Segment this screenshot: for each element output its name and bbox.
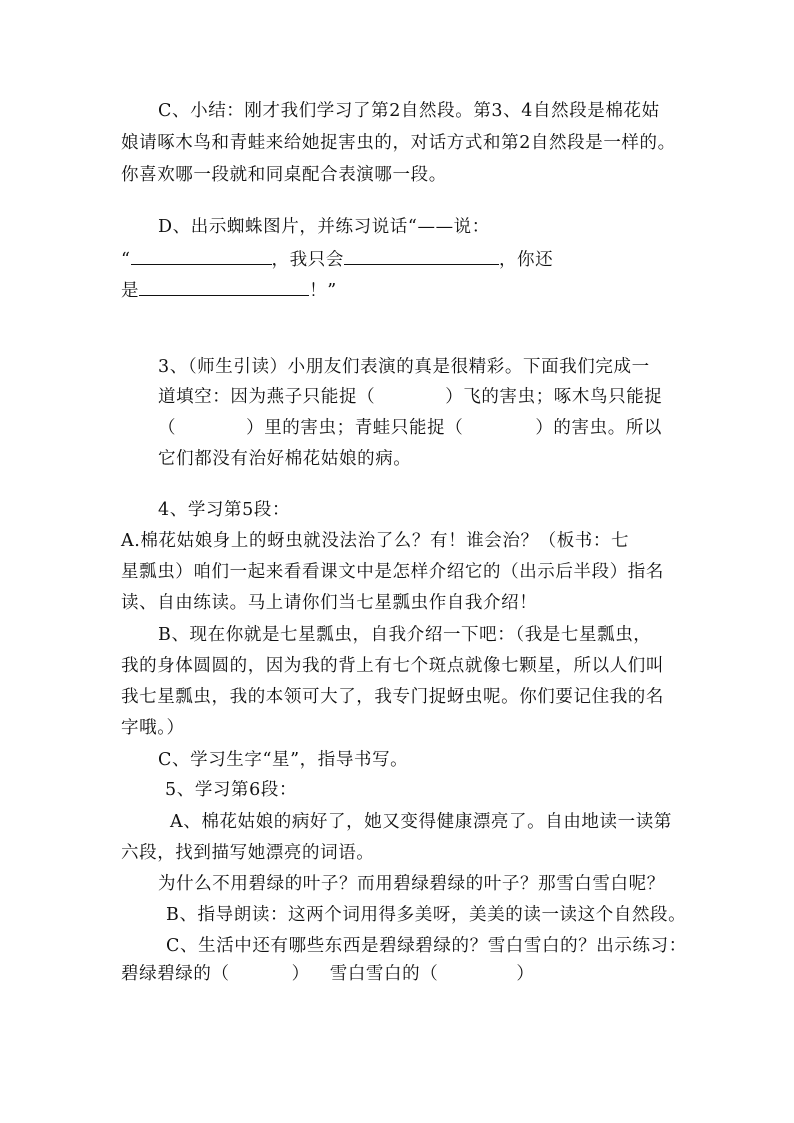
text-segment: ）飞的害虫；啄木鸟只能捉 — [445, 387, 663, 407]
section-5-a-line-1: A、棉花姑娘的病好了，她又变得健康漂亮了。自由地读一读第 — [170, 812, 672, 832]
section-d-line-1: D、出示蜘蛛图片，并练习说话“——说： — [158, 217, 490, 237]
section-4-a-line-3: 读、自由练读。马上请你们当七星瓢虫作自我介绍！ — [121, 593, 538, 613]
section-5-heading: 5、学习第6段： — [165, 780, 298, 800]
section-5-exercise — [121, 960, 534, 988]
section-d-line-2 — [121, 244, 553, 274]
section-3-line-2 — [158, 383, 662, 411]
text-segment: ）里的害虫；青蛙只能捉（ — [246, 418, 464, 438]
section-c-line-2: 娘请啄木鸟和青蛙来给她捉害虫的，对话方式和第2自然段是一样的。 — [121, 133, 676, 153]
section-3-line-1: 3、（师生引读）小朋友们表演的真是很精彩。下面我们完成一 — [158, 357, 650, 377]
open-quote: “ — [121, 250, 131, 270]
text-segment: ）的害虫。所以 — [535, 418, 663, 438]
text-segment: ，我只会 — [271, 250, 344, 270]
section-4-c-line-1: C、学习生字“星”，指导书写。 — [158, 750, 409, 770]
text-segment: 碧绿碧绿的（ — [121, 964, 230, 984]
section-3-line-4: 它们都没有治好棉花姑娘的病。 — [158, 449, 412, 469]
section-5-question: 为什么不用碧绿的叶子？而用碧绿碧绿的叶子？那雪白雪白呢？ — [158, 874, 665, 894]
section-4-b-line-2: 我的身体圆圆的，因为我的背上有七个斑点就像七颗星，所以人们叫 — [121, 656, 664, 676]
fill-blank — [139, 275, 309, 296]
text-segment: ！” — [309, 281, 337, 301]
text-segment: ） — [291, 964, 310, 984]
section-5-b-line-1: B、指导朗读：这两个词用得多美呀，美美的读一读这个自然段。 — [166, 905, 687, 925]
section-4-heading: 4、学习第5段： — [158, 500, 291, 520]
text-segment: ） — [516, 964, 535, 984]
section-c-line-3: 你喜欢哪一段就和同桌配合表演哪一段。 — [121, 165, 447, 185]
text-segment: （ — [158, 418, 177, 438]
text-segment: 是 — [121, 281, 140, 301]
section-5-c-line-1: C、生活中还有哪些东西是碧绿碧绿的？雪白雪白的？出示练习： — [166, 936, 687, 956]
text-segment: 道填空：因为燕子只能捉（ — [158, 387, 376, 407]
fill-blank — [344, 244, 499, 265]
section-4-b-line-4: 字哦。） — [121, 718, 185, 738]
section-c-line-1: C、小结：刚才我们学习了第2自然段。第3、4自然段是棉花姑 — [158, 101, 660, 121]
section-4-a-line-2: 星瓢虫）咱们一起来看看课文中是怎样介绍它的（出示后半段）指名 — [121, 562, 664, 582]
text-segment: 雪白雪白的（ — [329, 964, 439, 984]
text-segment: ，你还 — [498, 250, 554, 270]
section-d-line-3 — [121, 275, 337, 305]
fill-blank — [131, 244, 272, 265]
section-4-a-line-1: A.棉花姑娘身上的蚜虫就没法治了么？有！谁会治？（板书：七 — [121, 531, 630, 551]
section-4-b-line-1: B、现在你就是七星瓢虫，自我介绍一下吧：（我是七星瓢虫， — [158, 625, 652, 645]
section-3-line-3 — [158, 414, 662, 442]
section-5-a-line-2: 六段，找到描写她漂亮的词语。 — [121, 843, 375, 863]
section-4-b-line-3: 我七星瓢虫，我的本领可大了，我专门捉蚜虫呢。你们要记住我的名 — [121, 687, 664, 707]
